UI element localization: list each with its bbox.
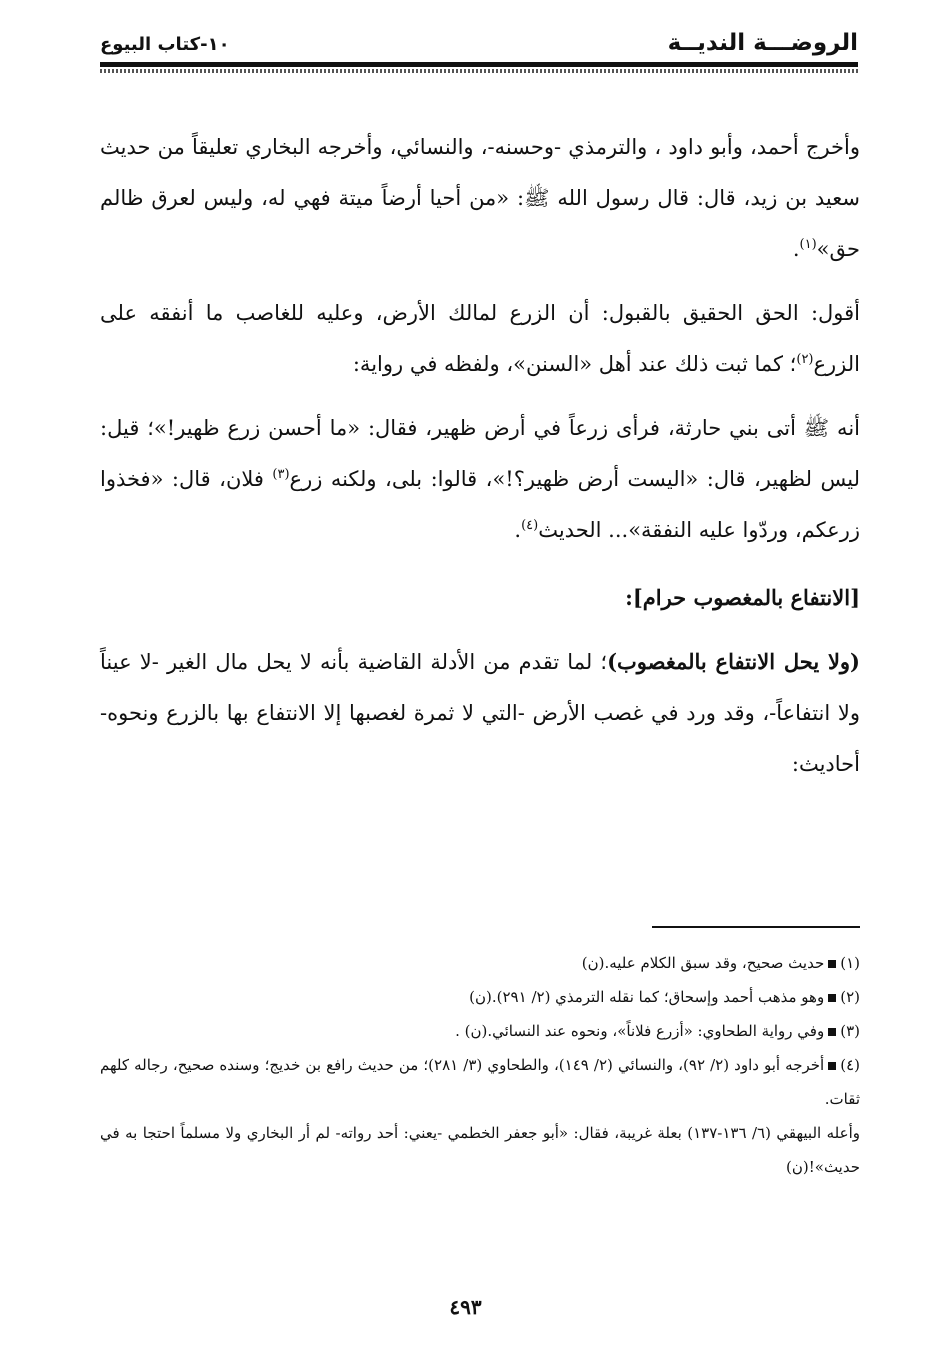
paragraph-2 bbox=[100, 288, 860, 390]
paragraph-4-text: ؛ لما تقدم من الأدلة القاضية بأنه لا يحل مال الغير -لا عيناً ولا انتفاعاً-، وقد ورد في غصب الأرض -التي لا ثمرة لغصبها إلا الانتفاع بها بالزرع ونحوه- أحاديث: bbox=[100, 650, 860, 776]
footnote-number: (١) bbox=[840, 954, 860, 972]
main-text bbox=[100, 122, 860, 790]
paragraph-3 bbox=[100, 403, 860, 556]
section-heading: [الانتفاع بالمغصوب حرام]: bbox=[625, 585, 860, 610]
square-bullet-icon bbox=[828, 960, 836, 968]
footnote-3 bbox=[100, 1014, 860, 1048]
footnote-text: أخرجه أبو داود (٢/ ٩٢)، والنسائي (٢/ ١٤٩)، والطحاوي (٣/ ٢٨١)؛ من حديث رافع بن خديج؛ وسنده صحيح، رجاله كلهم ثقات. bbox=[100, 1056, 860, 1108]
paragraph-2-end: ؛ كما ثبت ذلك عند أهل «السنن»، ولفظه في رواية: bbox=[352, 352, 797, 376]
paragraph-2-text: أقول: الحق الحقيق بالقبول: أن الزرع لمالك الأرض، وعليه للغاصب ما أنفقه على الزرع bbox=[100, 301, 860, 376]
header-rule bbox=[100, 62, 858, 67]
footnote-4-continuation: وأعله البيهقي (٦/ ١٣٦-١٣٧) بعلة غريبة، فقال: «أبو جعفر الخطمي -يعني: أحد رواته- لم أر البخاري ولا مسلماً احتجا به في حديث»!(ن) bbox=[100, 1124, 860, 1176]
footnote-text: حديث صحيح، وقد سبق الكلام عليه.(ن) bbox=[581, 954, 825, 972]
square-bullet-icon bbox=[828, 1062, 836, 1070]
paragraph-1 bbox=[100, 122, 860, 275]
footnote-ref-1: (١) bbox=[799, 237, 817, 252]
square-bullet-icon bbox=[828, 994, 836, 1002]
footnote-text: وفي رواية الطحاوي: «أزرع فلاناً»، ونحوه عند النسائي.(ن) . bbox=[455, 1022, 825, 1040]
paragraph-3-text-a: أنه ﷺ أتى بني حارثة، فرأى زرعاً في أرض ظهير، فقال: «ما أحسن زرع ظهير!»؛ قيل: ليس لظهير، قال: «اليست أرض ظهير؟!»، قالوا: بلى، ولكنه زرع bbox=[100, 416, 860, 491]
footnote-ref-4: (٤) bbox=[521, 518, 539, 533]
footnote-separator bbox=[652, 926, 860, 928]
footnote-1 bbox=[100, 946, 860, 980]
paragraph-4 bbox=[100, 636, 860, 790]
footnote-number: (٤) bbox=[840, 1056, 860, 1074]
footnotes bbox=[100, 946, 860, 1184]
square-bullet-icon bbox=[828, 1028, 836, 1036]
paragraph-1-text: وأخرج أحمد، وأبو داود ، والترمذي -وحسنه-، والنسائي، وأخرجه البخاري تعليقاً من حديث سعيد بن زيد، قال: قال رسول الله ﷺ: «من أحيا أرضاً ميتة فهي له، وليس لعرق ظالم حق» bbox=[100, 135, 860, 261]
footnote-4 bbox=[100, 1048, 860, 1116]
book-title: الروضـــة النديــة bbox=[667, 30, 858, 56]
paragraph-3-text-b: فلان، قال: «فخذوا زرعكم، وردّوا عليه النفقة»... الحديث bbox=[100, 467, 860, 542]
footnote-ref-2: (٢) bbox=[796, 352, 814, 367]
page-number: ٤٩٣ bbox=[449, 1295, 482, 1319]
chapter-title: ١٠-كتاب البيوع bbox=[100, 34, 230, 55]
paragraph-4-matn: (ولا يحل الانتفاع بالمغصوب) bbox=[607, 649, 860, 674]
footnote-number: (٣) bbox=[840, 1022, 860, 1040]
footnote-ref-3: (٣) bbox=[272, 467, 290, 482]
running-header bbox=[100, 24, 858, 64]
paragraph-1-end: . bbox=[792, 237, 800, 261]
header-dotted-rule bbox=[100, 69, 858, 73]
footnote-2 bbox=[100, 980, 860, 1014]
footnote-number: (٢) bbox=[840, 988, 860, 1006]
footnote-text: وهو مذهب أحمد وإسحاق؛ كما نقله الترمذي (٢/ ٢٩١).(ن) bbox=[469, 988, 825, 1006]
paragraph-3-end: . bbox=[514, 518, 522, 542]
